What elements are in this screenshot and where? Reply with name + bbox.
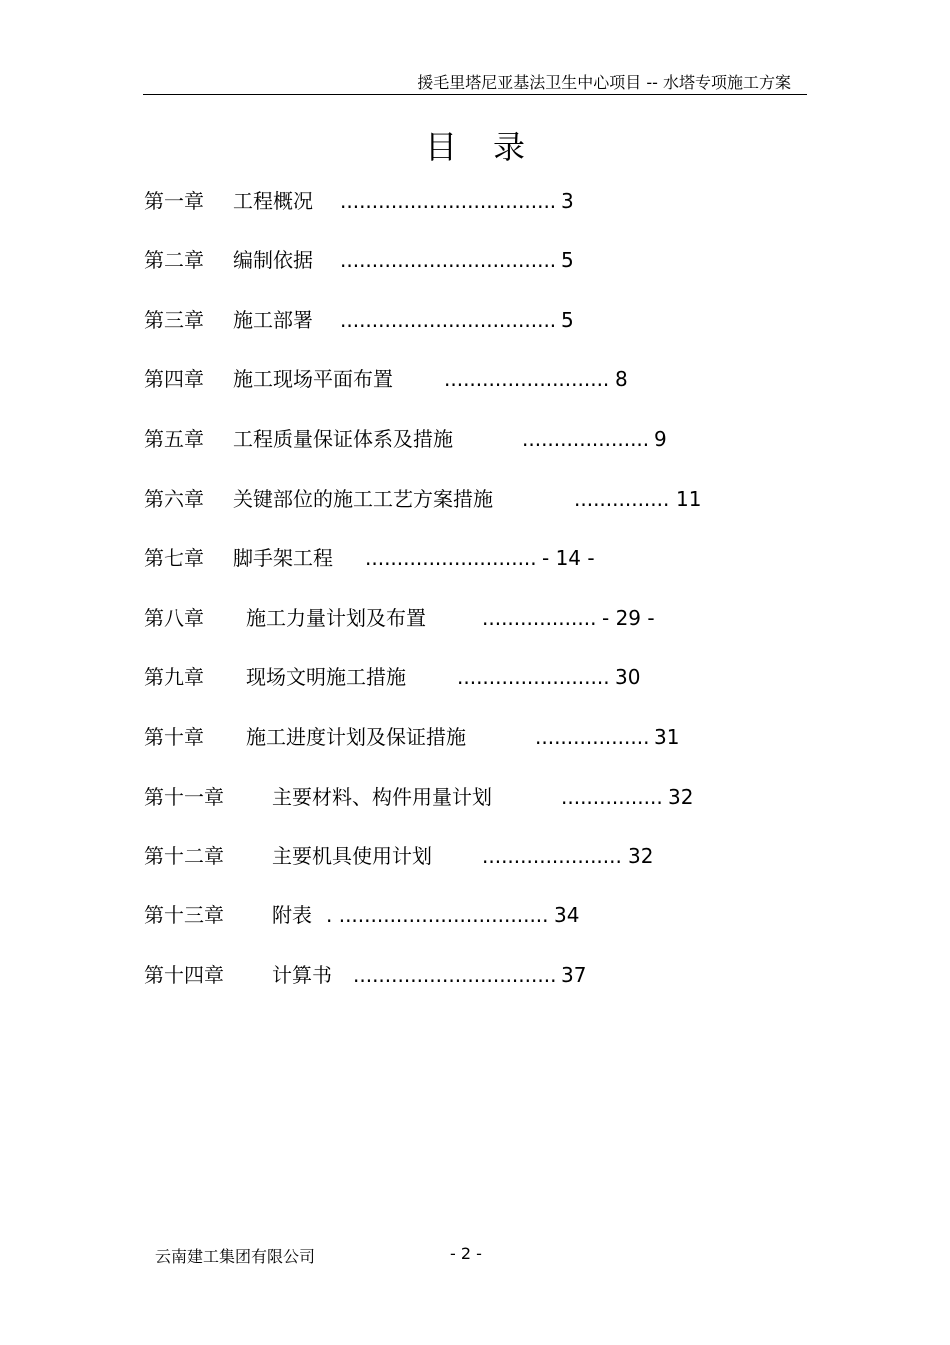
- toc-page-number: - 14 -: [542, 546, 595, 570]
- toc-chapter: 第十二章: [144, 844, 224, 868]
- toc-page-number: 8: [615, 367, 628, 391]
- toc-page-number: 5: [561, 248, 574, 272]
- toc-entry-title: 主要机具使用计划: [272, 844, 432, 868]
- toc-entry-title: 工程概况: [233, 189, 313, 213]
- toc-entry-title: 施工部署: [233, 308, 313, 332]
- toc-leader: ..................................: [340, 308, 557, 332]
- toc-page-number: 31: [654, 725, 680, 749]
- footer-page-number: - 2 -: [450, 1244, 482, 1263]
- toc-leader: ................: [561, 785, 663, 809]
- page-header: [143, 68, 807, 95]
- toc-page-number: 11: [676, 487, 702, 511]
- toc-page-number: 37: [561, 963, 587, 987]
- toc-page-number: 32: [668, 785, 694, 809]
- toc-entry-title: 关键部位的施工工艺方案措施: [233, 487, 493, 511]
- toc-chapter: 第五章: [144, 427, 204, 451]
- toc-leader: ....................: [522, 427, 650, 451]
- toc-chapter: 第四章: [144, 367, 204, 391]
- toc-chapter: 第一章: [144, 189, 204, 213]
- toc-entry-title: 附表: [272, 903, 312, 927]
- toc-leader: ......................: [482, 844, 622, 868]
- toc-page-number: 9: [654, 427, 667, 451]
- toc-page-number: - 29 -: [602, 606, 655, 630]
- toc-leader: ................................: [353, 963, 557, 987]
- toc-chapter: 第三章: [144, 308, 204, 332]
- toc-title: 目录: [424, 128, 561, 166]
- toc-leader: ...............: [574, 487, 670, 511]
- toc-leader: ..................................: [340, 248, 557, 272]
- toc-leader: ..........................: [444, 367, 610, 391]
- toc-entry-title: 工程质量保证体系及措施: [233, 427, 453, 451]
- toc-leader: ........................: [457, 665, 610, 689]
- toc-entry-title: 计算书: [272, 963, 332, 987]
- toc-chapter: 第二章: [144, 248, 204, 272]
- header-text: 援毛里塔尼亚基法卫生中心项目 -- 水塔专项施工方案: [417, 73, 791, 92]
- toc-chapter: 第七章: [144, 546, 204, 570]
- toc-leader: ..................................: [340, 189, 557, 213]
- toc-chapter: 第十四章: [144, 963, 224, 987]
- toc-page-number: 5: [561, 308, 574, 332]
- toc-entry-title: 现场文明施工措施: [246, 665, 406, 689]
- toc-entry-title: 编制依据: [233, 248, 313, 272]
- toc-page-number: 34: [554, 903, 580, 927]
- toc-chapter: 第八章: [144, 606, 204, 630]
- toc-chapter: 第六章: [144, 487, 204, 511]
- toc-leader: ...........................: [365, 546, 537, 570]
- toc-entry-title: 脚手架工程: [233, 546, 333, 570]
- toc-page-number: 32: [628, 844, 654, 868]
- toc-chapter: 第十三章: [144, 903, 224, 927]
- toc-chapter: 第九章: [144, 665, 204, 689]
- footer-company: 云南建工集团有限公司: [155, 1247, 316, 1266]
- toc-page-number: 30: [615, 665, 641, 689]
- toc-chapter: 第十一章: [144, 785, 224, 809]
- toc-page-number: 3: [561, 189, 574, 213]
- toc-entry-title: 施工现场平面布置: [233, 367, 393, 391]
- toc-chapter: 第十章: [144, 725, 204, 749]
- toc-entry-title: 主要材料、构件用量计划: [272, 785, 492, 809]
- toc-entry-title: 施工力量计划及布置: [246, 606, 426, 630]
- toc-leader: . .................................: [326, 903, 549, 927]
- toc-entry-title: 施工进度计划及保证措施: [246, 725, 466, 749]
- toc-leader: ..................: [535, 725, 650, 749]
- toc-leader: ..................: [482, 606, 597, 630]
